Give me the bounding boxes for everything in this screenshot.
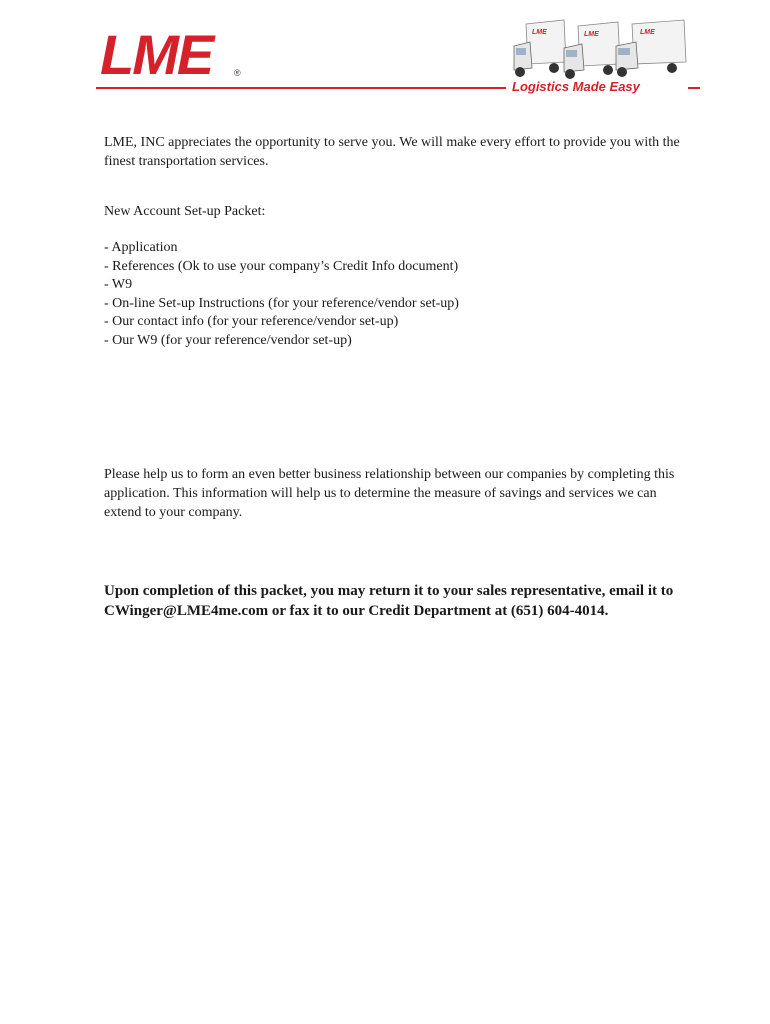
- registered-mark: ®: [234, 68, 241, 78]
- list-item: - On-line Set-up Instructions (for your reference/vendor set-up): [104, 295, 459, 311]
- list-item: - Application: [104, 240, 178, 255]
- letterhead: [0, 0, 770, 100]
- list-item: - Our W9 (for your reference/vendor set-up): [104, 332, 352, 348]
- logo-text: LME: [100, 24, 213, 80]
- tagline: Logistics Made Easy: [512, 79, 640, 94]
- list-item: - References (Ok to use your company’s Credit Info document): [104, 258, 459, 274]
- relationship-paragraph: Please help us to form an even better business relationship between our companies by completing this application. This information will help us to determine the measure of savings and services we can extend to your company.: [104, 467, 675, 520]
- intro-paragraph: LME, INC appreciates the opportunity to serve you. We will make every effort to provide you with the finest transportation services.: [104, 135, 680, 169]
- packet-list: [104, 239, 459, 351]
- truck-icon: [514, 20, 566, 77]
- truck-badge: LME: [640, 29, 655, 36]
- packet-heading: New Account Set-up Packet:: [104, 204, 266, 219]
- truck-icon: [616, 20, 686, 77]
- closing-instructions: Upon completion of this packet, you may return it to your sales representative, email it to CWinger@LME4me.com or fax it to our Credit Department at (651) 604-4014.: [104, 583, 674, 619]
- lme-logo: [100, 24, 248, 80]
- truck-icon: [564, 22, 620, 79]
- header-divider-end: [688, 87, 700, 89]
- truck-badge: LME: [584, 31, 599, 38]
- header-divider: [96, 87, 506, 89]
- trucks-illustration: [508, 18, 688, 82]
- list-item: - Our contact info (for your reference/vendor set-up): [104, 314, 399, 330]
- truck-badge: LME: [532, 29, 547, 36]
- list-item: - W9: [104, 277, 133, 293]
